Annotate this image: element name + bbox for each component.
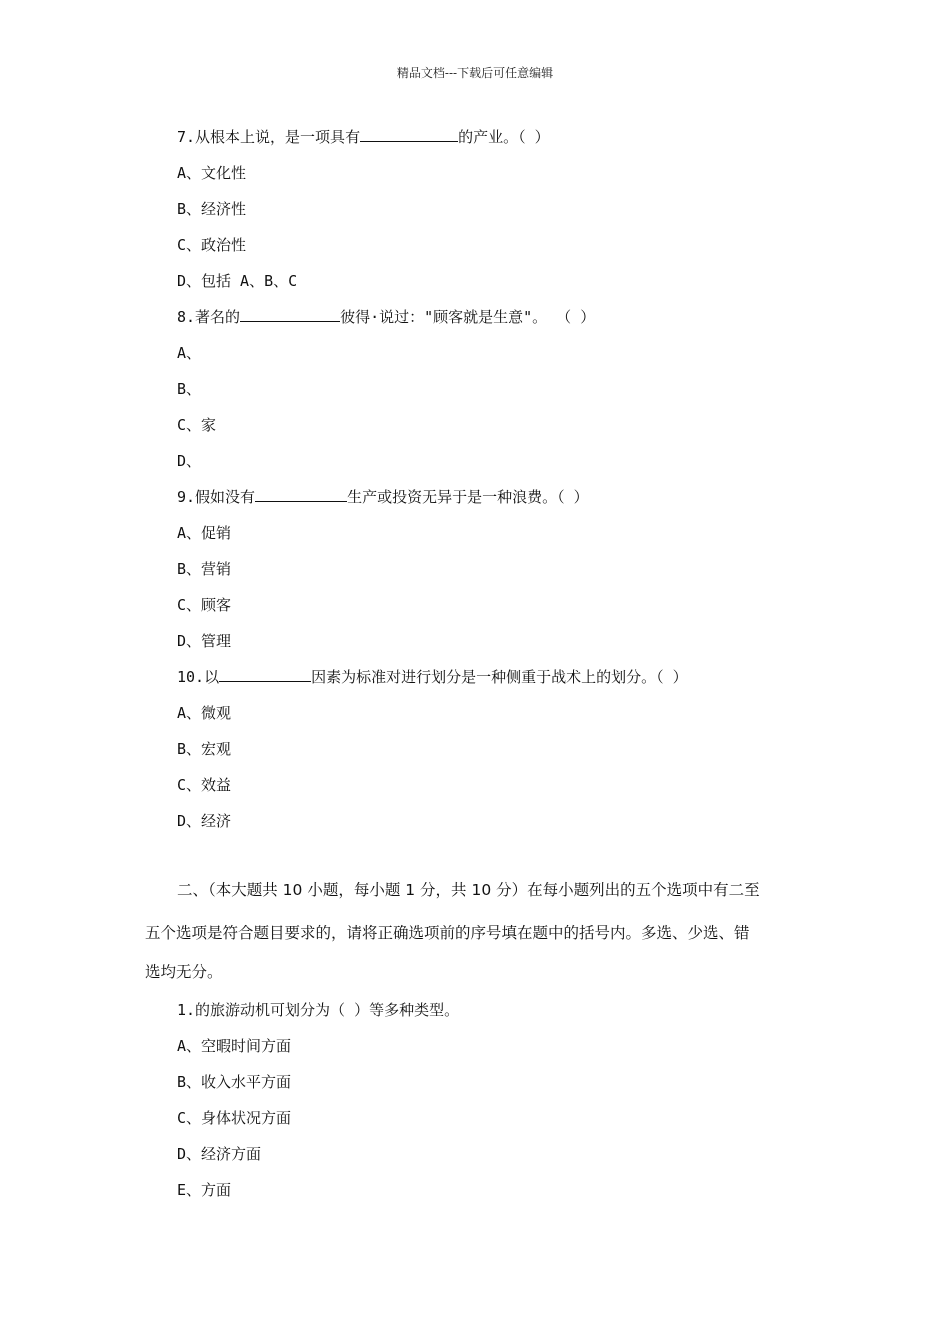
section-2-line-2: 五个选项是符合题目要求的，请将正确选项前的序号填在题中的括号内。多选、少选、错 [145,924,750,942]
question-8 [177,307,595,327]
question-8-blank [240,307,340,322]
section-2-question-1-option-c: C、身体状况方面 [177,1109,292,1127]
section-2-question-1: 1.的旅游动机可划分为（ ）等多种类型。 [177,1001,460,1019]
question-8-option-c: C、家 [177,416,217,434]
question-9-text-before: 9.假如没有 [177,488,256,506]
question-10-text-before: 10.以 [177,668,220,686]
question-10 [177,667,688,687]
question-7-option-a: A、文化性 [177,164,247,182]
question-10-option-c: C、效益 [177,776,232,794]
question-9-option-d: D、管理 [177,632,232,650]
question-10-option-b: B、宏观 [177,740,232,758]
section-2-question-1-option-d: D、经济方面 [177,1145,262,1163]
question-7-blank [360,127,458,142]
question-9-text-after: 生产或投资无异于是一种浪费。（ ） [347,488,589,506]
question-9-option-c: C、顾客 [177,596,232,614]
question-7-option-c: C、政治性 [177,236,247,254]
section-2-question-1-option-e: E、方面 [177,1181,232,1199]
document-header: 精品文档---下载后可任意编辑 [396,66,554,80]
section-2-line-1: 二、（本大题共 10 小题，每小题 1 分，共 10 分）在每小题列出的五个选项中有二至 [177,881,760,899]
question-10-option-d: D、经济 [177,812,232,830]
question-7-text-before: 7.从根本上说，是一项具有 [177,128,361,146]
question-8-option-d: D、 [177,452,202,470]
question-8-text-after: 彼得·说过："顾客就是生意"。 （ ） [340,308,596,326]
section-2-question-1-option-a: A、空暇时间方面 [177,1037,292,1055]
question-8-option-a: A、 [177,344,202,362]
section-2-line-3: 选均无分。 [145,963,223,981]
question-8-text-before: 8.著名的 [177,308,241,326]
question-10-text-after: 因素为标准对进行划分是一种侧重于战术上的划分。（ ） [311,668,688,686]
question-10-blank [219,667,311,682]
question-9-option-a: A、促销 [177,524,232,542]
question-8-option-b: B、 [177,380,202,398]
question-7-option-d: D、包括 A、B、C [177,272,298,290]
question-7-option-b: B、经济性 [177,200,247,218]
question-7 [177,127,550,147]
section-2-question-1-option-b: B、收入水平方面 [177,1073,292,1091]
question-9-option-b: B、营销 [177,560,232,578]
question-7-text-after: 的产业。（ ） [458,128,550,146]
question-10-option-a: A、微观 [177,704,232,722]
question-9 [177,487,589,507]
question-9-blank [255,487,347,502]
